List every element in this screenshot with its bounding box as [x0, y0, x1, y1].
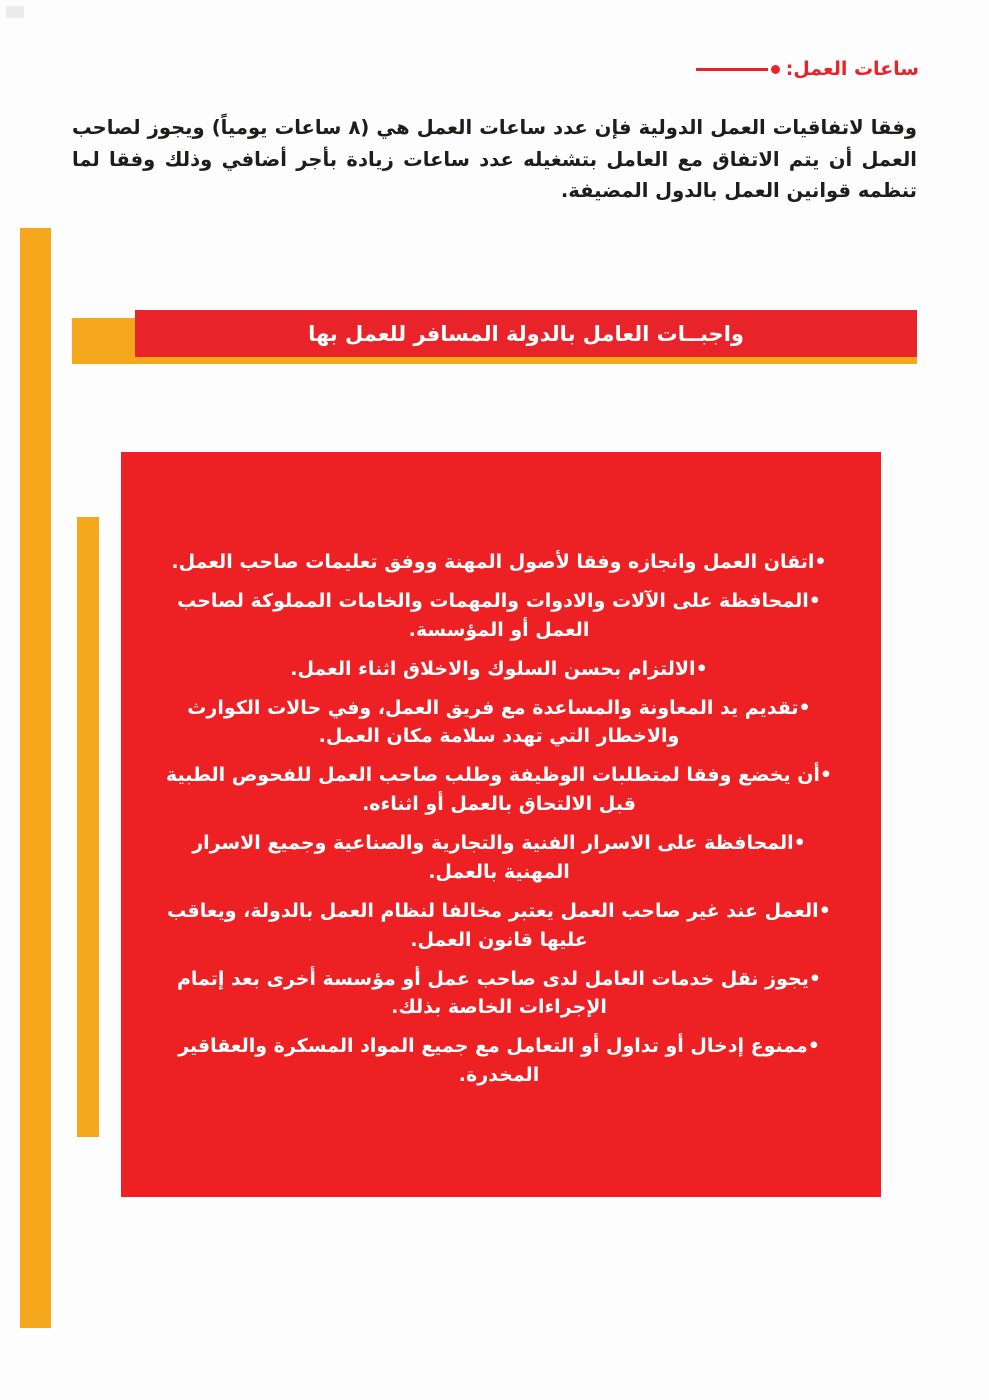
list-item-text: ممنوع إدخال أو تداول أو التعامل مع جميع المواد المسكرة والعقاقير المخدرة.: [178, 1035, 808, 1087]
banner-title: واجبــات العامل بالدولة المسافر للعمل بها: [308, 321, 744, 346]
intro-paragraph: وفقا لاتفاقيات العمل الدولية فإن عدد ساعات العمل هي (٨ ساعات يومياً) ويجوز لصاحب العمل أن يتم الاتفاق مع العامل بتشغيله عدد ساعات زيادة بأجر أضافي وذلك وفقا لما تنظمه قوانين العمل بالدول المضيفة.: [72, 116, 917, 203]
card-red-plate: [121, 452, 881, 1197]
list-bullet-icon: •: [818, 899, 831, 922]
list-item-text: يجوز نقل خدمات العامل لدى صاحب عمل أو مؤسسة أخرى بعد إتمام الإجراءات الخاصة بذلك.: [176, 967, 809, 1019]
list-item: [163, 761, 835, 819]
list-item-text: المحافظة على الاسرار الفنية والتجارية والصناعية وجميع الاسرار المهنية بالعمل.: [192, 832, 794, 883]
list-item-text: الالتزام بحسن السلوك والاخلاق اثناء العمل.: [290, 657, 696, 680]
heading-dash-icon: [696, 68, 768, 71]
list-bullet-icon: •: [807, 1035, 820, 1058]
list-bullet-icon: •: [798, 696, 811, 719]
list-item-text: تقديم يد المعاونة والمساعدة مع فريق العمل، وفي حالات الكوارث والاخطار التي تهدد سلامة مكان العمل.: [187, 696, 799, 748]
heading-dot-icon: [771, 65, 780, 74]
list-item: [163, 897, 835, 955]
duties-card: [99, 452, 881, 1197]
list-bullet-icon: •: [695, 657, 708, 680]
list-item: [163, 965, 835, 1023]
list-bullet-icon: •: [793, 832, 806, 854]
list-bullet-icon: •: [819, 764, 833, 787]
list-bullet-icon: •: [808, 589, 821, 612]
card-orange-offset: [77, 517, 99, 1137]
page-corner-mark: [6, 6, 24, 18]
banner-red-plate: [135, 310, 917, 357]
list-item-text: العمل عند غير صاحب العمل يعتبر مخالفا لنظام العمل بالدولة، ويعاقب عليها قانون العمل.: [167, 899, 819, 951]
section-heading-label: ساعات العمل:: [785, 58, 919, 80]
list-bullet-icon: •: [814, 551, 827, 573]
list-item: [163, 548, 835, 577]
list-item-text: أن يخضع وفقا لمتطلبات الوظيفة وطلب صاحب العمل للفحوص الطبية قبل الالتحاق بالعمل أو اثناءه.: [165, 764, 820, 816]
list-item-text: المحافظة على الآلات والادوات والمهمات والخامات المملوكة لصاحب العمل أو المؤسسة.: [177, 589, 809, 641]
list-item: [163, 587, 835, 645]
left-accent-bar: [20, 228, 51, 1328]
heading-rule-icon: [696, 65, 780, 74]
section-heading: [696, 58, 919, 80]
list-item-text: اتقان العمل وانجازه وفقا لأصول المهنة ووفق تعليمات صاحب العمل.: [171, 551, 815, 573]
list-item: [163, 694, 835, 752]
list-item: [163, 829, 835, 887]
duties-banner: [72, 310, 917, 370]
list-item: [163, 655, 835, 684]
list-bullet-icon: •: [808, 967, 821, 990]
list-item: [163, 1032, 835, 1090]
duties-list: [163, 548, 835, 1100]
